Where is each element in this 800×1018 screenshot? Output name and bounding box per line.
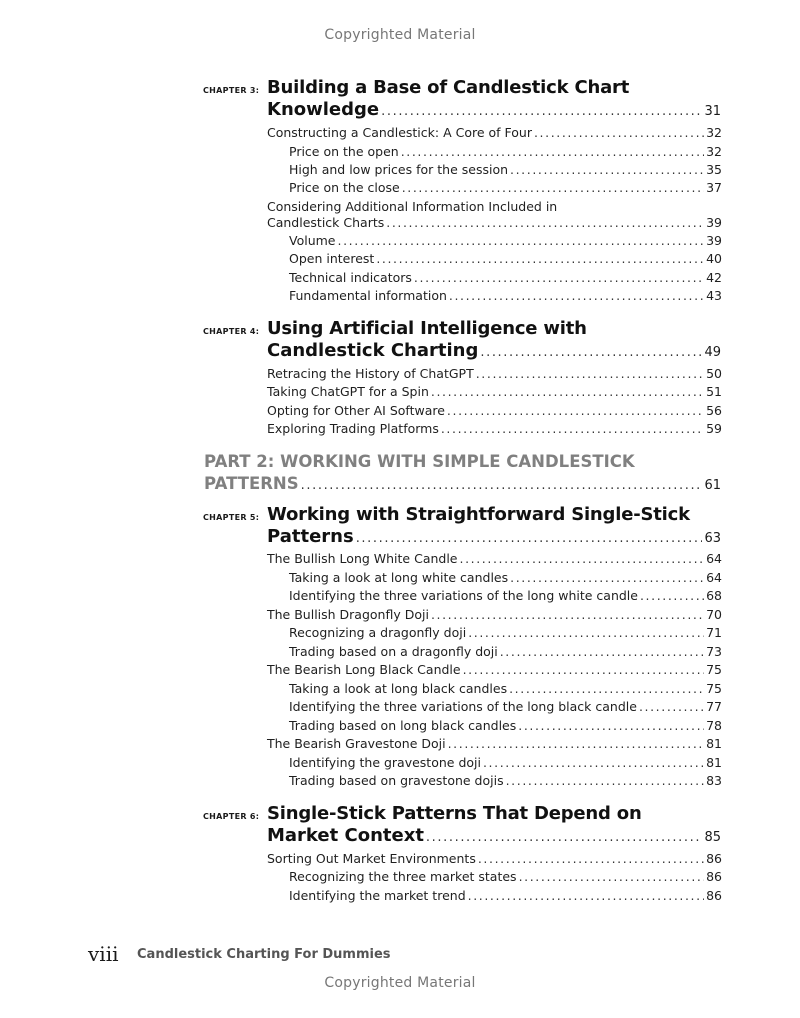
entry-text: Price on the close: [289, 180, 400, 195]
entry-text: The Bullish Long White Candle: [267, 551, 458, 566]
dot-leader: [301, 478, 703, 493]
chapter-3-title-row[interactable]: [267, 99, 721, 120]
page-number: 81: [706, 736, 722, 751]
dot-leader: [483, 755, 704, 770]
dot-leader: [448, 736, 704, 751]
toc-entry[interactable]: [289, 162, 722, 177]
chapter-5-title-line2: Patterns: [267, 526, 354, 547]
toc-entry[interactable]: [289, 755, 722, 770]
dot-leader: [534, 125, 704, 140]
toc-entry[interactable]: [289, 144, 722, 159]
dot-leader: [426, 830, 703, 845]
toc-entry[interactable]: [289, 625, 722, 640]
dot-leader: [431, 607, 704, 622]
entry-text: Open interest: [289, 251, 375, 266]
chapter-6-title-row[interactable]: [267, 825, 721, 846]
chapter-3-title-line1: Building a Base of Candlestick Chart: [267, 77, 630, 98]
entry-text: Identifying the gravestone doji: [289, 755, 481, 770]
toc-entry[interactable]: [267, 384, 722, 399]
toc-entry[interactable]: [289, 718, 722, 733]
footer-book-title: Candlestick Charting For Dummies: [137, 947, 391, 962]
toc-entry[interactable]: [289, 681, 722, 696]
toc-entry[interactable]: [289, 588, 722, 603]
page-number: 56: [706, 403, 722, 418]
dot-leader: [468, 625, 704, 640]
dot-leader: [381, 104, 702, 119]
dot-leader: [640, 588, 704, 603]
entry-text: Taking a look at long white candles: [289, 570, 509, 585]
toc-entry[interactable]: [289, 251, 722, 266]
page-number: 71: [706, 625, 722, 640]
page-number: 32: [706, 125, 722, 140]
page-number: 51: [706, 384, 722, 399]
dot-leader: [402, 180, 704, 195]
page-number: 68: [706, 588, 722, 603]
page-number: 64: [706, 551, 722, 566]
page-number: 73: [706, 644, 722, 659]
entry-text: Identifying the three variations of the long white candle: [289, 588, 638, 603]
entry-text: Fundamental information: [289, 288, 447, 303]
toc-entry[interactable]: [289, 773, 722, 788]
dot-leader: [463, 662, 705, 677]
dot-leader: [338, 233, 705, 248]
page-number: 86: [706, 888, 722, 903]
toc-entry[interactable]: [267, 125, 722, 140]
entry-text: Exploring Trading Platforms: [267, 421, 439, 436]
page-number: 85: [704, 830, 721, 845]
dot-leader: [460, 551, 705, 566]
page-number: 86: [706, 851, 722, 866]
toc-entry[interactable]: [289, 869, 722, 884]
page-number: 59: [706, 421, 722, 436]
dot-leader: [639, 699, 704, 714]
dot-leader: [447, 403, 704, 418]
entry-text: Trading based on a dragonfly doji: [289, 644, 498, 659]
page-number: 50: [706, 366, 722, 381]
chapter-3-label: CHAPTER 3:: [203, 86, 260, 95]
entry-text: Technical indicators: [289, 270, 412, 285]
page-number: 81: [706, 755, 722, 770]
entry-text: The Bearish Gravestone Doji: [267, 736, 446, 751]
page-number: 39: [706, 233, 722, 248]
chapter-3-title-line2: Knowledge: [267, 99, 380, 120]
toc-entry[interactable]: [267, 421, 722, 436]
dot-leader: [500, 644, 704, 659]
toc-entry[interactable]: [267, 551, 722, 566]
toc-entry[interactable]: [267, 403, 722, 418]
toc-entry[interactable]: [289, 644, 722, 659]
page-number: 40: [706, 251, 722, 266]
entry-text: High and low prices for the session: [289, 162, 509, 177]
entry-text: Opting for Other AI Software: [267, 403, 445, 418]
entry-text: Price on the open: [289, 144, 399, 159]
dot-leader: [476, 366, 704, 381]
dot-leader: [401, 144, 704, 159]
entry-text: Retracing the History of ChatGPT: [267, 366, 474, 381]
chapter-5-title-row[interactable]: [267, 526, 721, 547]
page-number: 31: [704, 104, 721, 119]
entry-text: Recognizing the three market states: [289, 869, 517, 884]
page-number: 75: [706, 681, 722, 696]
page-number: 37: [706, 180, 722, 195]
dot-leader: [519, 869, 705, 884]
page-number: 61: [704, 478, 721, 493]
page-number: 64: [706, 570, 722, 585]
toc-entry[interactable]: [289, 570, 722, 585]
dot-leader: [468, 888, 704, 903]
entry-text: Identifying the market trend: [289, 888, 466, 903]
toc-entry[interactable]: [289, 888, 722, 903]
chapter-5-title-line1: Working with Straightforward Single-Stick: [267, 504, 690, 525]
chapter-4-title-line2: Candlestick Charting: [267, 340, 479, 361]
toc-entry[interactable]: [267, 215, 722, 230]
entry-text: Volume: [289, 233, 336, 248]
chapter-4-label: CHAPTER 4:: [203, 327, 260, 336]
dot-leader: [356, 531, 703, 546]
dot-leader: [386, 215, 704, 230]
page-number: 42: [706, 270, 722, 285]
entry-text: Constructing a Candlestick: A Core of Four: [267, 125, 532, 140]
copyright-watermark-top: Copyrighted Material: [324, 27, 476, 43]
page-number: 39: [706, 215, 722, 230]
page-number: 32: [706, 144, 722, 159]
entry-text: Taking ChatGPT for a Spin: [267, 384, 429, 399]
copyright-watermark-bottom: Copyrighted Material: [324, 975, 476, 991]
footer-page-number: viii: [88, 942, 119, 966]
entry-text: Sorting Out Market Environments: [267, 851, 476, 866]
chapter-6-title-line2: Market Context: [267, 825, 424, 846]
dot-leader: [510, 162, 704, 177]
toc-entry[interactable]: [267, 607, 722, 622]
chapter-4-title-row[interactable]: [267, 340, 721, 361]
dot-leader: [441, 421, 704, 436]
page-number: 43: [706, 288, 722, 303]
entry-text: Identifying the three variations of the long black candle: [289, 699, 637, 714]
page-number: 35: [706, 162, 722, 177]
entry-text: The Bullish Dragonfly Doji: [267, 607, 429, 622]
dot-leader: [414, 270, 704, 285]
entry-text: The Bearish Long Black Candle: [267, 662, 461, 677]
toc-entry[interactable]: [267, 736, 722, 751]
dot-leader: [376, 251, 704, 266]
part-2-title-line2: PATTERNS: [204, 474, 299, 493]
entry-text: Taking a look at long black candles: [289, 681, 508, 696]
toc-entry[interactable]: [289, 180, 722, 195]
dot-leader: [518, 718, 704, 733]
toc-entry[interactable]: [267, 366, 722, 381]
dot-leader: [480, 345, 702, 360]
page-number: 70: [706, 607, 722, 622]
dot-leader: [478, 851, 704, 866]
page-number: 49: [704, 345, 721, 360]
page-number: 83: [706, 773, 722, 788]
chapter-5-label: CHAPTER 5:: [203, 513, 260, 522]
toc-entry[interactable]: [289, 699, 722, 714]
entry-text: Candlestick Charts: [267, 215, 385, 230]
toc-entry-line1[interactable]: Considering Additional Information Included in: [267, 199, 558, 214]
dot-leader: [510, 570, 704, 585]
page-number: 86: [706, 869, 722, 884]
chapter-6-title-line1: Single-Stick Patterns That Depend on: [267, 803, 642, 824]
dot-leader: [449, 288, 704, 303]
toc-entry[interactable]: [267, 851, 722, 866]
toc-entry[interactable]: [289, 270, 722, 285]
part-2-title-row[interactable]: [204, 474, 721, 493]
chapter-4-title-line1: Using Artificial Intelligence with: [267, 318, 587, 339]
entry-text: Recognizing a dragonfly doji: [289, 625, 467, 640]
dot-leader: [431, 384, 704, 399]
chapter-6-label: CHAPTER 6:: [203, 812, 260, 821]
part-2-title-line1: PART 2: WORKING WITH SIMPLE CANDLESTICK: [204, 452, 635, 471]
page-number: 63: [704, 531, 721, 546]
dot-leader: [509, 681, 704, 696]
page-number: 75: [706, 662, 722, 677]
toc-entry[interactable]: [289, 288, 722, 303]
dot-leader: [506, 773, 705, 788]
entry-text: Trading based on gravestone dojis: [289, 773, 504, 788]
page-number: 77: [706, 699, 722, 714]
page-number: 78: [706, 718, 722, 733]
entry-text: Trading based on long black candles: [289, 718, 517, 733]
toc-entry[interactable]: [289, 233, 722, 248]
toc-entry[interactable]: [267, 662, 722, 677]
